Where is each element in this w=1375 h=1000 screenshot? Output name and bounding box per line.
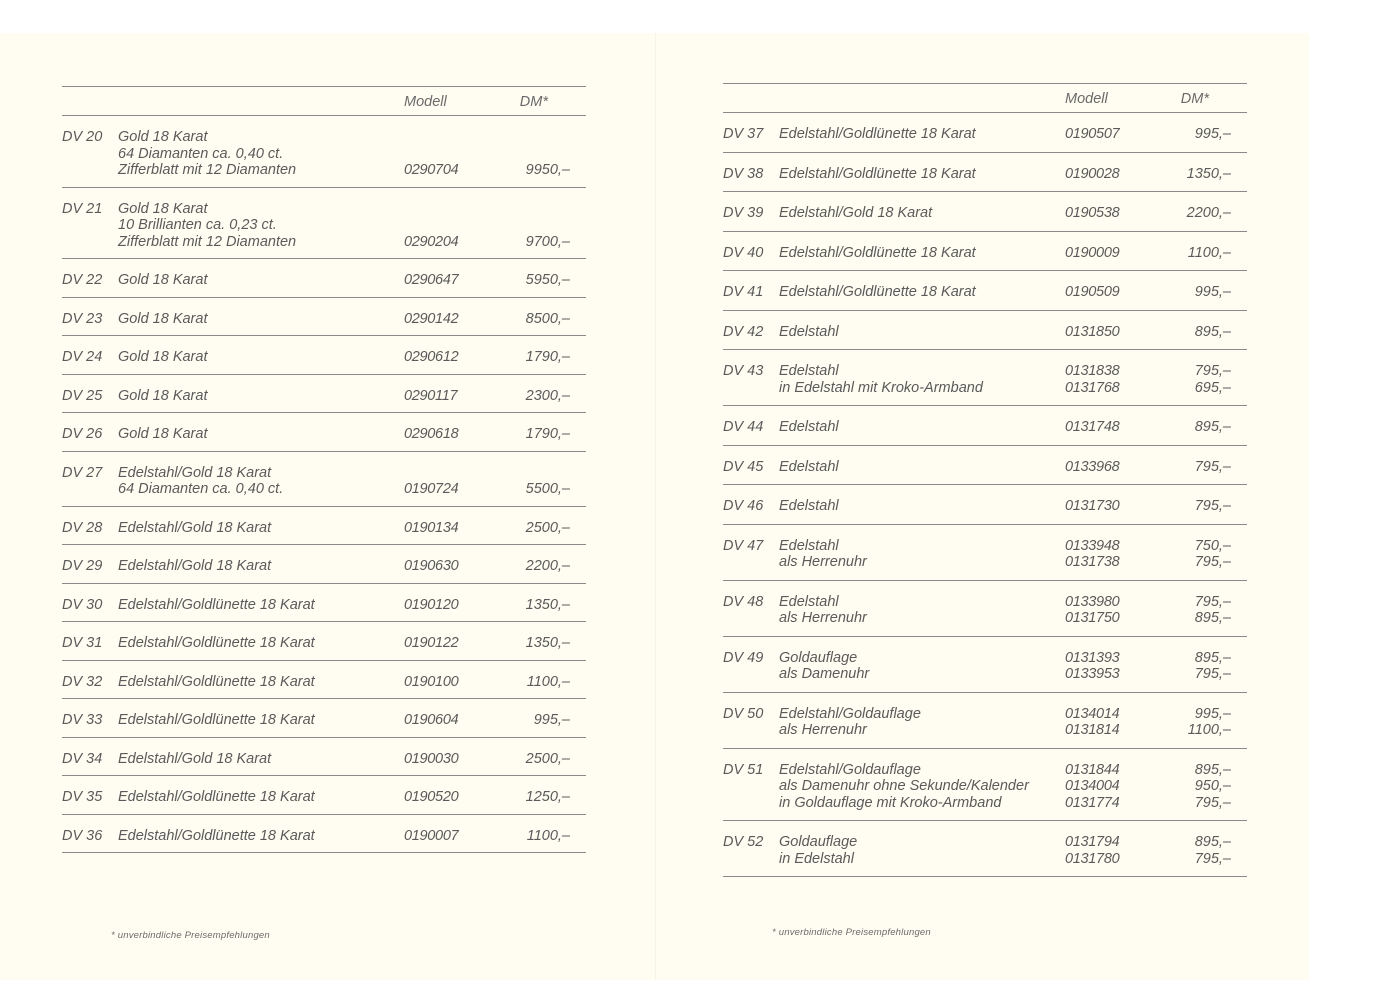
table-row: [62, 507, 586, 545]
row-code: DV 27: [62, 464, 103, 481]
row-code: DV 37: [723, 126, 764, 142]
row-price: 1350,–: [1186, 165, 1231, 182]
row-price: 1790,–: [525, 349, 570, 365]
row-code: DV 43: [723, 363, 764, 379]
row-price: 995,–: [533, 712, 570, 728]
row-description: in Edelstahl mit Kroko-Armband: [779, 379, 983, 396]
row-model-number: 0290704: [404, 162, 459, 178]
table-row: [62, 259, 586, 297]
row-code: DV 21: [62, 200, 103, 217]
table-row: [62, 661, 586, 699]
row-price: 5500,–: [525, 481, 570, 497]
table-row: [723, 821, 1247, 876]
row-description: als Herrenuhr: [779, 554, 867, 570]
row-line: [62, 465, 586, 482]
row-line: [723, 538, 1247, 555]
row-code: DV 42: [723, 323, 764, 340]
row-description: Gold 18 Karat: [118, 129, 208, 145]
row-line: [723, 498, 1247, 515]
table-row: [62, 188, 586, 259]
row-model-number: 0290647: [404, 272, 459, 288]
row-model-number: 0131750: [1065, 610, 1120, 626]
row-line: [62, 828, 586, 845]
row-code: DV 31: [62, 635, 103, 651]
row-code: DV 40: [723, 244, 764, 261]
row-line: [723, 324, 1247, 341]
row-line: [62, 162, 586, 179]
row-price: 995,–: [1194, 284, 1231, 300]
row-price: 9700,–: [525, 233, 570, 250]
row-code: DV 41: [723, 284, 764, 300]
row-description: Gold 18 Karat: [118, 387, 208, 404]
row-model-number: 0131780: [1065, 850, 1120, 867]
row-line: [723, 722, 1247, 739]
row-description: Edelstahl/Goldlünette 18 Karat: [779, 244, 976, 261]
table-row: [62, 116, 586, 187]
row-price: 995,–: [1194, 705, 1231, 722]
row-line: [723, 666, 1247, 683]
table-row: [62, 622, 586, 660]
row-description: Edelstahl: [779, 419, 839, 435]
row-description: Edelstahl: [779, 537, 839, 554]
row-model-number: 0190604: [404, 712, 459, 728]
row-model-number: 0190122: [404, 635, 459, 651]
row-model-number: 0290142: [404, 310, 459, 327]
row-model-number: 0131738: [1065, 554, 1120, 570]
row-line: [62, 129, 586, 146]
row-model-number: 0190630: [404, 558, 459, 574]
table-row: [62, 815, 586, 853]
table-row: [723, 311, 1247, 350]
row-price: 795,–: [1194, 593, 1231, 610]
row-description: Goldauflage: [779, 649, 858, 666]
table-row: [723, 192, 1247, 231]
row-price: 1100,–: [526, 673, 570, 690]
table-row: [723, 525, 1247, 580]
row-model-number: 0131393: [1065, 649, 1120, 666]
table-row: [62, 776, 586, 814]
row-model-number: 0131730: [1065, 498, 1120, 514]
row-model-number: 0131748: [1065, 419, 1120, 435]
row-price: 895,–: [1194, 419, 1231, 435]
row-description: als Herrenuhr: [779, 722, 867, 738]
row-description: Edelstahl/Goldlünette 18 Karat: [779, 126, 976, 142]
row-price: 9950,–: [525, 162, 570, 178]
table-row: [62, 452, 586, 506]
row-line: [62, 234, 586, 251]
row-price: 1100,–: [1187, 722, 1231, 738]
table-row: [62, 699, 586, 737]
row-model-number: 0190007: [404, 827, 459, 844]
row-description: Zifferblatt mit 12 Diamanten: [118, 233, 297, 250]
right-page-price-table: [723, 83, 1247, 877]
row-description: 64 Diamanten ca. 0,40 ct.: [118, 145, 284, 162]
row-description: Edelstahl/Goldlünette 18 Karat: [118, 789, 315, 805]
row-code: DV 38: [723, 165, 764, 182]
row-model-number: 0190134: [404, 519, 459, 536]
row-description: Edelstahl/Goldlünette 18 Karat: [118, 712, 315, 728]
table-row: [723, 749, 1247, 821]
row-line: [62, 712, 586, 729]
row-model-number: 0290618: [404, 426, 459, 442]
row-line: [62, 597, 586, 614]
row-model-number: 0190509: [1065, 284, 1120, 300]
row-description: in Edelstahl: [779, 850, 854, 867]
row-price: 795,–: [1194, 554, 1231, 570]
row-line: [62, 674, 586, 691]
row-price: 895,–: [1194, 649, 1231, 666]
row-model-number: 0290612: [404, 349, 459, 365]
table-row: [62, 584, 586, 622]
row-description: in Goldauflage mit Kroko-Armband: [779, 794, 1002, 811]
row-line: [62, 481, 586, 498]
table-row: [723, 232, 1247, 271]
row-price: 2200,–: [525, 558, 570, 574]
row-code: DV 48: [723, 593, 764, 610]
column-header-dm: DM*: [519, 94, 548, 110]
row-price: 2300,–: [525, 387, 570, 404]
table-row: [723, 637, 1247, 692]
row-code: DV 28: [62, 519, 103, 536]
row-model-number: 0190120: [404, 596, 459, 613]
table-row: [723, 113, 1247, 152]
row-line: [723, 419, 1247, 436]
row-price: 5950,–: [525, 272, 570, 288]
table-body: [62, 116, 586, 853]
row-price: 795,–: [1194, 458, 1231, 475]
row-model-number: 0131774: [1065, 794, 1120, 811]
row-model-number: 0190507: [1065, 126, 1120, 142]
row-price: 8500,–: [525, 310, 570, 327]
row-description: Edelstahl/Goldlünette 18 Karat: [118, 596, 315, 613]
table-header: [723, 84, 1247, 112]
row-model-number: 0133948: [1065, 537, 1120, 554]
page-fold: [655, 33, 656, 980]
row-price: 895,–: [1194, 323, 1231, 340]
row-price: 1790,–: [525, 426, 570, 442]
table-row: [62, 336, 586, 374]
row-model-number: 0131794: [1065, 834, 1120, 850]
row-price: 1250,–: [525, 789, 570, 805]
row-line: [723, 554, 1247, 571]
row-line: [723, 363, 1247, 380]
row-model-number: 0134004: [1065, 778, 1120, 794]
row-price: 795,–: [1194, 794, 1231, 811]
table-row: [62, 413, 586, 451]
row-model-number: 0190100: [404, 673, 459, 690]
row-line: [62, 217, 586, 234]
row-code: DV 46: [723, 498, 764, 514]
row-line: [62, 201, 586, 218]
row-line: [723, 459, 1247, 476]
table-row: [62, 545, 586, 583]
row-price: 950,–: [1194, 778, 1231, 794]
row-description: als Herrenuhr: [779, 610, 867, 626]
row-model-number: 0290117: [404, 387, 458, 404]
row-description: Edelstahl/Goldauflage: [779, 761, 921, 778]
row-model-number: 0190538: [1065, 205, 1120, 221]
row-model-number: 0190520: [404, 789, 459, 805]
row-line: [723, 284, 1247, 301]
row-line: [723, 762, 1247, 779]
row-model-number: 0134014: [1065, 705, 1120, 722]
table-row: [723, 271, 1247, 310]
row-code: DV 29: [62, 558, 103, 574]
row-code: DV 49: [723, 649, 764, 666]
row-price: 795,–: [1194, 850, 1231, 867]
row-model-number: 0190028: [1065, 165, 1120, 182]
row-code: DV 44: [723, 419, 764, 435]
row-line: [723, 380, 1247, 397]
row-code: DV 51: [723, 761, 764, 778]
row-code: DV 32: [62, 673, 103, 690]
table-row: [723, 350, 1247, 405]
row-code: DV 34: [62, 750, 103, 767]
row-line: [62, 520, 586, 537]
row-price: 795,–: [1194, 498, 1231, 514]
row-model-number: 0133953: [1065, 666, 1120, 682]
row-line: [723, 778, 1247, 795]
row-description: Gold 18 Karat: [118, 310, 208, 327]
row-code: DV 26: [62, 426, 103, 442]
row-line: [62, 635, 586, 652]
row-model-number: 0190009: [1065, 244, 1120, 261]
table-row: [723, 153, 1247, 192]
row-description: Gold 18 Karat: [118, 272, 208, 288]
table-row: [723, 485, 1247, 524]
row-price: 1350,–: [525, 596, 570, 613]
column-header-modell: Modell: [404, 94, 447, 110]
row-description: 10 Brillianten ca. 0,23 ct.: [118, 217, 277, 233]
row-model-number: 0190724: [404, 481, 459, 497]
row-price: 895,–: [1194, 761, 1231, 778]
footnote-left: * unverbindliche Preisempfehlungen: [111, 930, 270, 941]
row-description: 64 Diamanten ca. 0,40 ct.: [118, 481, 284, 497]
row-line: [62, 558, 586, 575]
row-description: Edelstahl/Goldlünette 18 Karat: [779, 284, 976, 300]
table-row: [62, 298, 586, 336]
row-code: DV 23: [62, 310, 103, 327]
row-code: DV 36: [62, 827, 103, 844]
row-model-number: 0133968: [1065, 458, 1120, 475]
row-description: Edelstahl/Goldlünette 18 Karat: [118, 635, 315, 651]
row-line: [723, 851, 1247, 868]
row-code: DV 39: [723, 205, 764, 221]
row-price: 795,–: [1194, 363, 1231, 379]
row-line: [62, 751, 586, 768]
table-row: [723, 446, 1247, 485]
row-description: Edelstahl: [779, 593, 839, 610]
row-price: 2500,–: [525, 519, 570, 536]
row-description: als Damenuhr ohne Sekunde/Kalender: [779, 778, 1029, 794]
row-price: 695,–: [1194, 379, 1231, 396]
row-line: [62, 146, 586, 163]
table-row: [62, 375, 586, 413]
row-line: [723, 610, 1247, 627]
row-price: 2500,–: [525, 750, 570, 767]
row-description: Edelstahl/Gold 18 Karat: [118, 558, 272, 574]
row-model-number: 0290204: [404, 233, 459, 250]
row-line: [62, 789, 586, 806]
column-header-modell: Modell: [1065, 91, 1108, 107]
row-code: DV 22: [62, 272, 103, 288]
row-code: DV 52: [723, 834, 764, 850]
row-divider: [62, 852, 586, 853]
row-price: 1100,–: [1187, 244, 1231, 261]
row-description: Edelstahl/Gold 18 Karat: [118, 750, 272, 767]
row-model-number: 0131844: [1065, 761, 1120, 778]
row-line: [723, 795, 1247, 812]
row-model-number: 0190030: [404, 750, 459, 767]
row-description: Edelstahl/Goldlünette 18 Karat: [779, 165, 976, 182]
row-model-number: 0131814: [1065, 722, 1120, 738]
row-line: [723, 166, 1247, 183]
row-description: Goldauflage: [779, 834, 858, 850]
row-description: Edelstahl/Goldlünette 18 Karat: [118, 827, 315, 844]
row-description: Zifferblatt mit 12 Diamanten: [118, 162, 297, 178]
table-row: [723, 581, 1247, 636]
row-description: Edelstahl: [779, 458, 839, 475]
table-body: [723, 113, 1247, 877]
row-line: [723, 245, 1247, 262]
row-line: [723, 126, 1247, 143]
row-price: 1100,–: [526, 827, 570, 844]
row-line: [723, 706, 1247, 723]
row-line: [723, 594, 1247, 611]
row-line: [62, 272, 586, 289]
row-code: DV 25: [62, 387, 103, 404]
row-description: Gold 18 Karat: [118, 200, 208, 217]
row-price: 2200,–: [1186, 205, 1231, 221]
row-model-number: 0133980: [1065, 593, 1120, 610]
table-row: [723, 693, 1247, 748]
row-price: 895,–: [1194, 610, 1231, 626]
row-line: [62, 349, 586, 366]
row-description: Edelstahl/Gold 18 Karat: [779, 205, 933, 221]
row-description: Edelstahl: [779, 323, 839, 340]
row-line: [723, 205, 1247, 222]
row-model-number: 0131850: [1065, 323, 1120, 340]
row-line: [62, 311, 586, 328]
row-description: Gold 18 Karat: [118, 426, 208, 442]
left-page-price-table: [62, 86, 586, 853]
row-line: [723, 650, 1247, 667]
row-line: [62, 426, 586, 443]
row-code: DV 47: [723, 537, 764, 554]
row-description: Edelstahl/Goldauflage: [779, 705, 921, 722]
row-line: [62, 388, 586, 405]
table-header: [62, 87, 586, 115]
row-code: DV 35: [62, 789, 103, 805]
row-description: Edelstahl/Gold 18 Karat: [118, 464, 272, 481]
footnote-right: * unverbindliche Preisempfehlungen: [772, 927, 931, 938]
row-model-number: 0131768: [1065, 379, 1120, 396]
column-header-dm: DM*: [1180, 91, 1209, 107]
row-description: Gold 18 Karat: [118, 349, 208, 365]
row-code: DV 24: [62, 349, 103, 365]
row-price: 750,–: [1194, 537, 1231, 554]
row-model-number: 0131838: [1065, 363, 1120, 379]
row-description: Edelstahl: [779, 498, 839, 514]
row-line: [723, 834, 1247, 851]
row-price: 1350,–: [525, 635, 570, 651]
table-row: [723, 406, 1247, 445]
row-divider: [723, 876, 1247, 877]
table-row: [62, 738, 586, 776]
row-code: DV 50: [723, 705, 764, 722]
row-code: DV 33: [62, 712, 103, 728]
row-price: 995,–: [1194, 126, 1231, 142]
row-description: Edelstahl/Goldlünette 18 Karat: [118, 673, 315, 690]
row-price: 795,–: [1194, 666, 1231, 682]
row-description: Edelstahl/Gold 18 Karat: [118, 519, 272, 536]
row-description: Edelstahl: [779, 363, 839, 379]
row-code: DV 20: [62, 129, 103, 145]
row-description: als Damenuhr: [779, 666, 870, 682]
row-code: DV 30: [62, 596, 103, 613]
row-code: DV 45: [723, 458, 764, 475]
row-price: 895,–: [1194, 834, 1231, 850]
